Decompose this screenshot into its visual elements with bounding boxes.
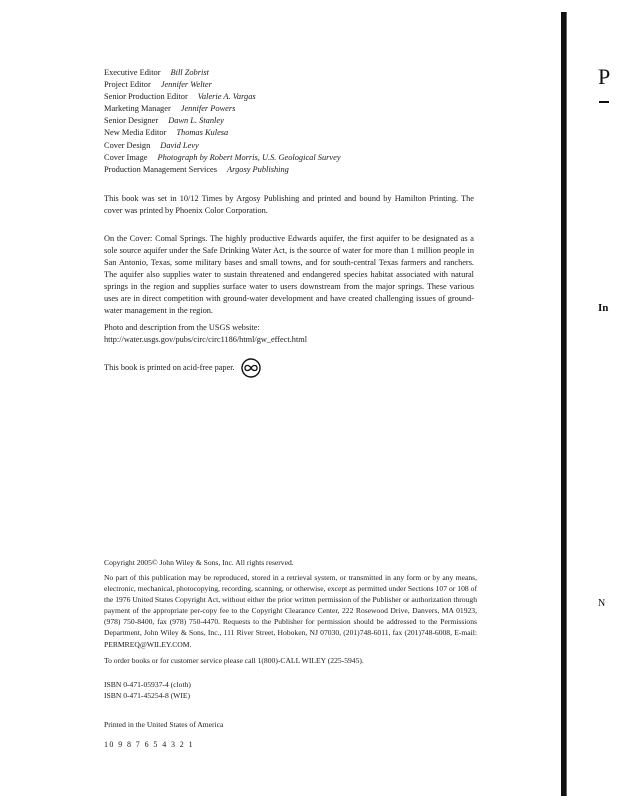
- credit-row: Production Management Services Argosy Publishing: [104, 164, 289, 174]
- facing-page-rule: [599, 101, 609, 103]
- facing-page-fragment: N: [598, 598, 606, 609]
- credit-row: New Media Editor Thomas Kulesa: [104, 128, 229, 138]
- credit-row: Cover Design David Levy: [104, 140, 199, 150]
- facing-page-fragment: In: [598, 302, 609, 314]
- credit-row: Project Editor Jennifer Welter: [104, 80, 212, 90]
- book-spine-edge: [566, 12, 567, 796]
- print-number-line: 10 9 8 7 6 5 4 3 2 1: [104, 740, 194, 749]
- credits-list: [104, 67, 341, 176]
- credit-row: Executive Editor Bill Zobrist: [104, 68, 209, 77]
- acid-free-text: This book is printed on acid-free paper.: [104, 363, 235, 372]
- acid-free-infinity-icon: [241, 358, 261, 378]
- credit-row: Marketing Manager Jennifer Powers: [104, 104, 236, 114]
- copyright-line: Copyright 2005© John Wiley & Sons, Inc. All rights reserved.: [104, 558, 294, 567]
- photo-source-text: Photo and description from the USGS website:: [104, 323, 260, 332]
- isbn-block: [104, 679, 191, 701]
- printed-in: Printed in the United States of America: [104, 720, 224, 729]
- credit-row: Senior Production Editor Valerie A. Vargas: [104, 92, 256, 102]
- photo-source: [104, 322, 474, 346]
- rights-notice: No part of this publication may be reproduced, stored in a retrieval system, or transmitted in any form or by any means, electronic, mechanical, photocopying, recording, scanning, or otherwise, except as permitted under Sections 107 or 108 of the 1976 United States Copyright Act, without either the prior written permission of the Publisher or authorization through payment of the appropriate per-copy fee to the Copyright Clearance Center, 222 Rosewood Drive, Danvers, MA 01923, (978) 750-8400, fax (978) 750-4470. Requests to the Publisher for permission should be addressed to the Permissions Department, John Wiley & Sons, Inc., 111 River Street, Hoboken, NJ 07030, (201)748-6011, fax (201)748-6008, E-mail: PERMREQ@WILEY.COM.: [104, 573, 477, 649]
- typesetting-note: This book was set in 10/12 Times by Argosy Publishing and printed and bound by Hamilton Printing. The cover was printed by Phoenix Color Corporation.: [104, 194, 474, 215]
- credit-row: Senior Designer Dawn L. Stanley: [104, 116, 224, 126]
- facing-page-fragment: P: [598, 64, 611, 89]
- isbn-cloth: ISBN 0-471-05937-4 (cloth): [104, 680, 191, 689]
- acid-free-note: [104, 358, 474, 378]
- cover-description: On the Cover: Comal Springs. The highly productive Edwards aquifer, the first aquifer to be designated as a sole source aquifer under the Safe Drinking Water Act, is the source of water for more than 1 million people in San Antonio, Texas, some military bases and small towns, and for south-central Texas farmers and ranchers. The aquifer also supplies water to sustain threatened and endangered species habitat associated with natural springs in the region and supplies surface water to users downstream from the major springs. These various uses are in direct competition with ground-water development and have created challenging issues of ground-water management in the region.: [104, 234, 474, 315]
- isbn-wie: ISBN 0-471-45254-8 (WIE): [104, 691, 191, 701]
- credit-row: Cover Image Photograph by Robert Morris, U.S. Geological Survey: [104, 152, 341, 162]
- order-line: To order books or for customer service please call 1(800)-CALL WILEY (225-5945).: [104, 656, 364, 665]
- photo-source-url: http://water.usgs.gov/pubs/circ/circ1186/html/gw_effect.html: [104, 335, 308, 344]
